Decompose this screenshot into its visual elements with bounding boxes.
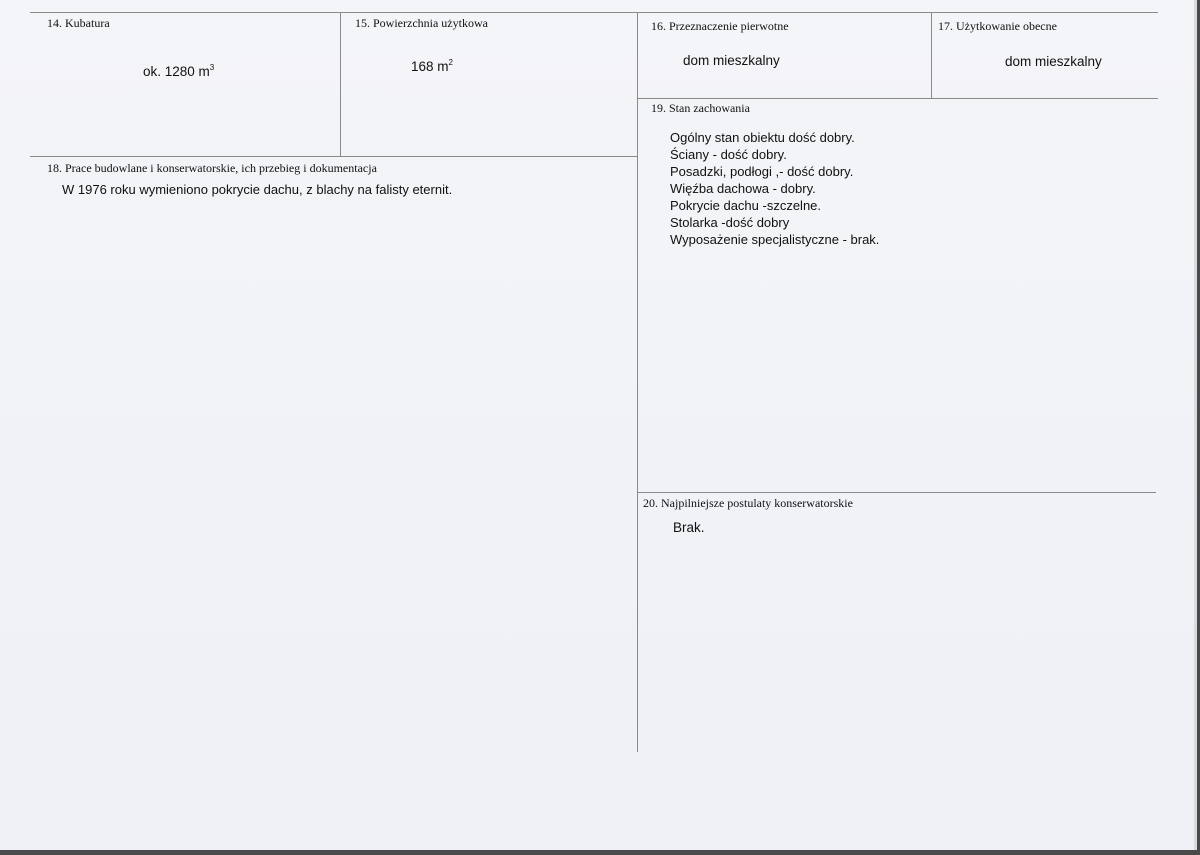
stan-line: Więźba dachowa - dobry. [670, 181, 816, 196]
przeznaczenie-label: 16. Przeznaczenie pierwotne [651, 19, 789, 33]
powierzchnia-label: 15. Powierzchnia użytkowa [355, 16, 488, 30]
stan-line: Pokrycie dachu -szczelne. [670, 198, 822, 213]
kubatura-value [143, 63, 214, 79]
stan-label: 19. Stan zachowania [651, 101, 750, 115]
stan-list [670, 129, 879, 248]
stan-line: Wyposażenie specjalistyczne - brak. [670, 232, 880, 247]
postulaty-label: 20. Najpilniejsze postulaty konserwatorskie [643, 496, 853, 510]
kubatura-value-text: ok. 1280 m [143, 64, 210, 79]
line-above-20 [637, 492, 1156, 493]
powierzchnia-unit-exponent: 2 [448, 58, 453, 67]
uzytkowanie-label: 17. Użytkowanie obecne [938, 19, 1057, 33]
kubatura-label: 14. Kubatura [47, 16, 110, 30]
stan-line: Stolarka -dość dobry [670, 215, 790, 230]
line-under-16-17 [637, 98, 1158, 99]
stan-line: Ściany - dość dobry. [670, 147, 787, 162]
kubatura-unit-exponent: 3 [209, 63, 215, 72]
postulaty-value: Brak. [673, 520, 705, 535]
przeznaczenie-value: dom mieszkalny [683, 53, 780, 68]
top-border-line [30, 12, 1158, 13]
uzytkowanie-value: dom mieszkalny [1005, 54, 1102, 69]
center-divider [637, 12, 638, 752]
divider-14-15 [340, 12, 341, 157]
prace-label: 18. Prace budowlane i konserwatorskie, ich przebieg i dokumentacja [47, 161, 377, 175]
powierzchnia-value [411, 58, 453, 74]
prace-value: W 1976 roku wymieniono pokrycie dachu, z blachy na falisty eternit. [62, 182, 453, 197]
stan-line: Ogólny stan obiektu dość dobry. [670, 130, 855, 145]
line-under-14-15 [30, 156, 637, 157]
powierzchnia-value-text: 168 m [411, 59, 449, 74]
stan-line: Posadzki, podłogi ,- dość dobry. [670, 164, 854, 179]
divider-16-17 [931, 12, 932, 98]
